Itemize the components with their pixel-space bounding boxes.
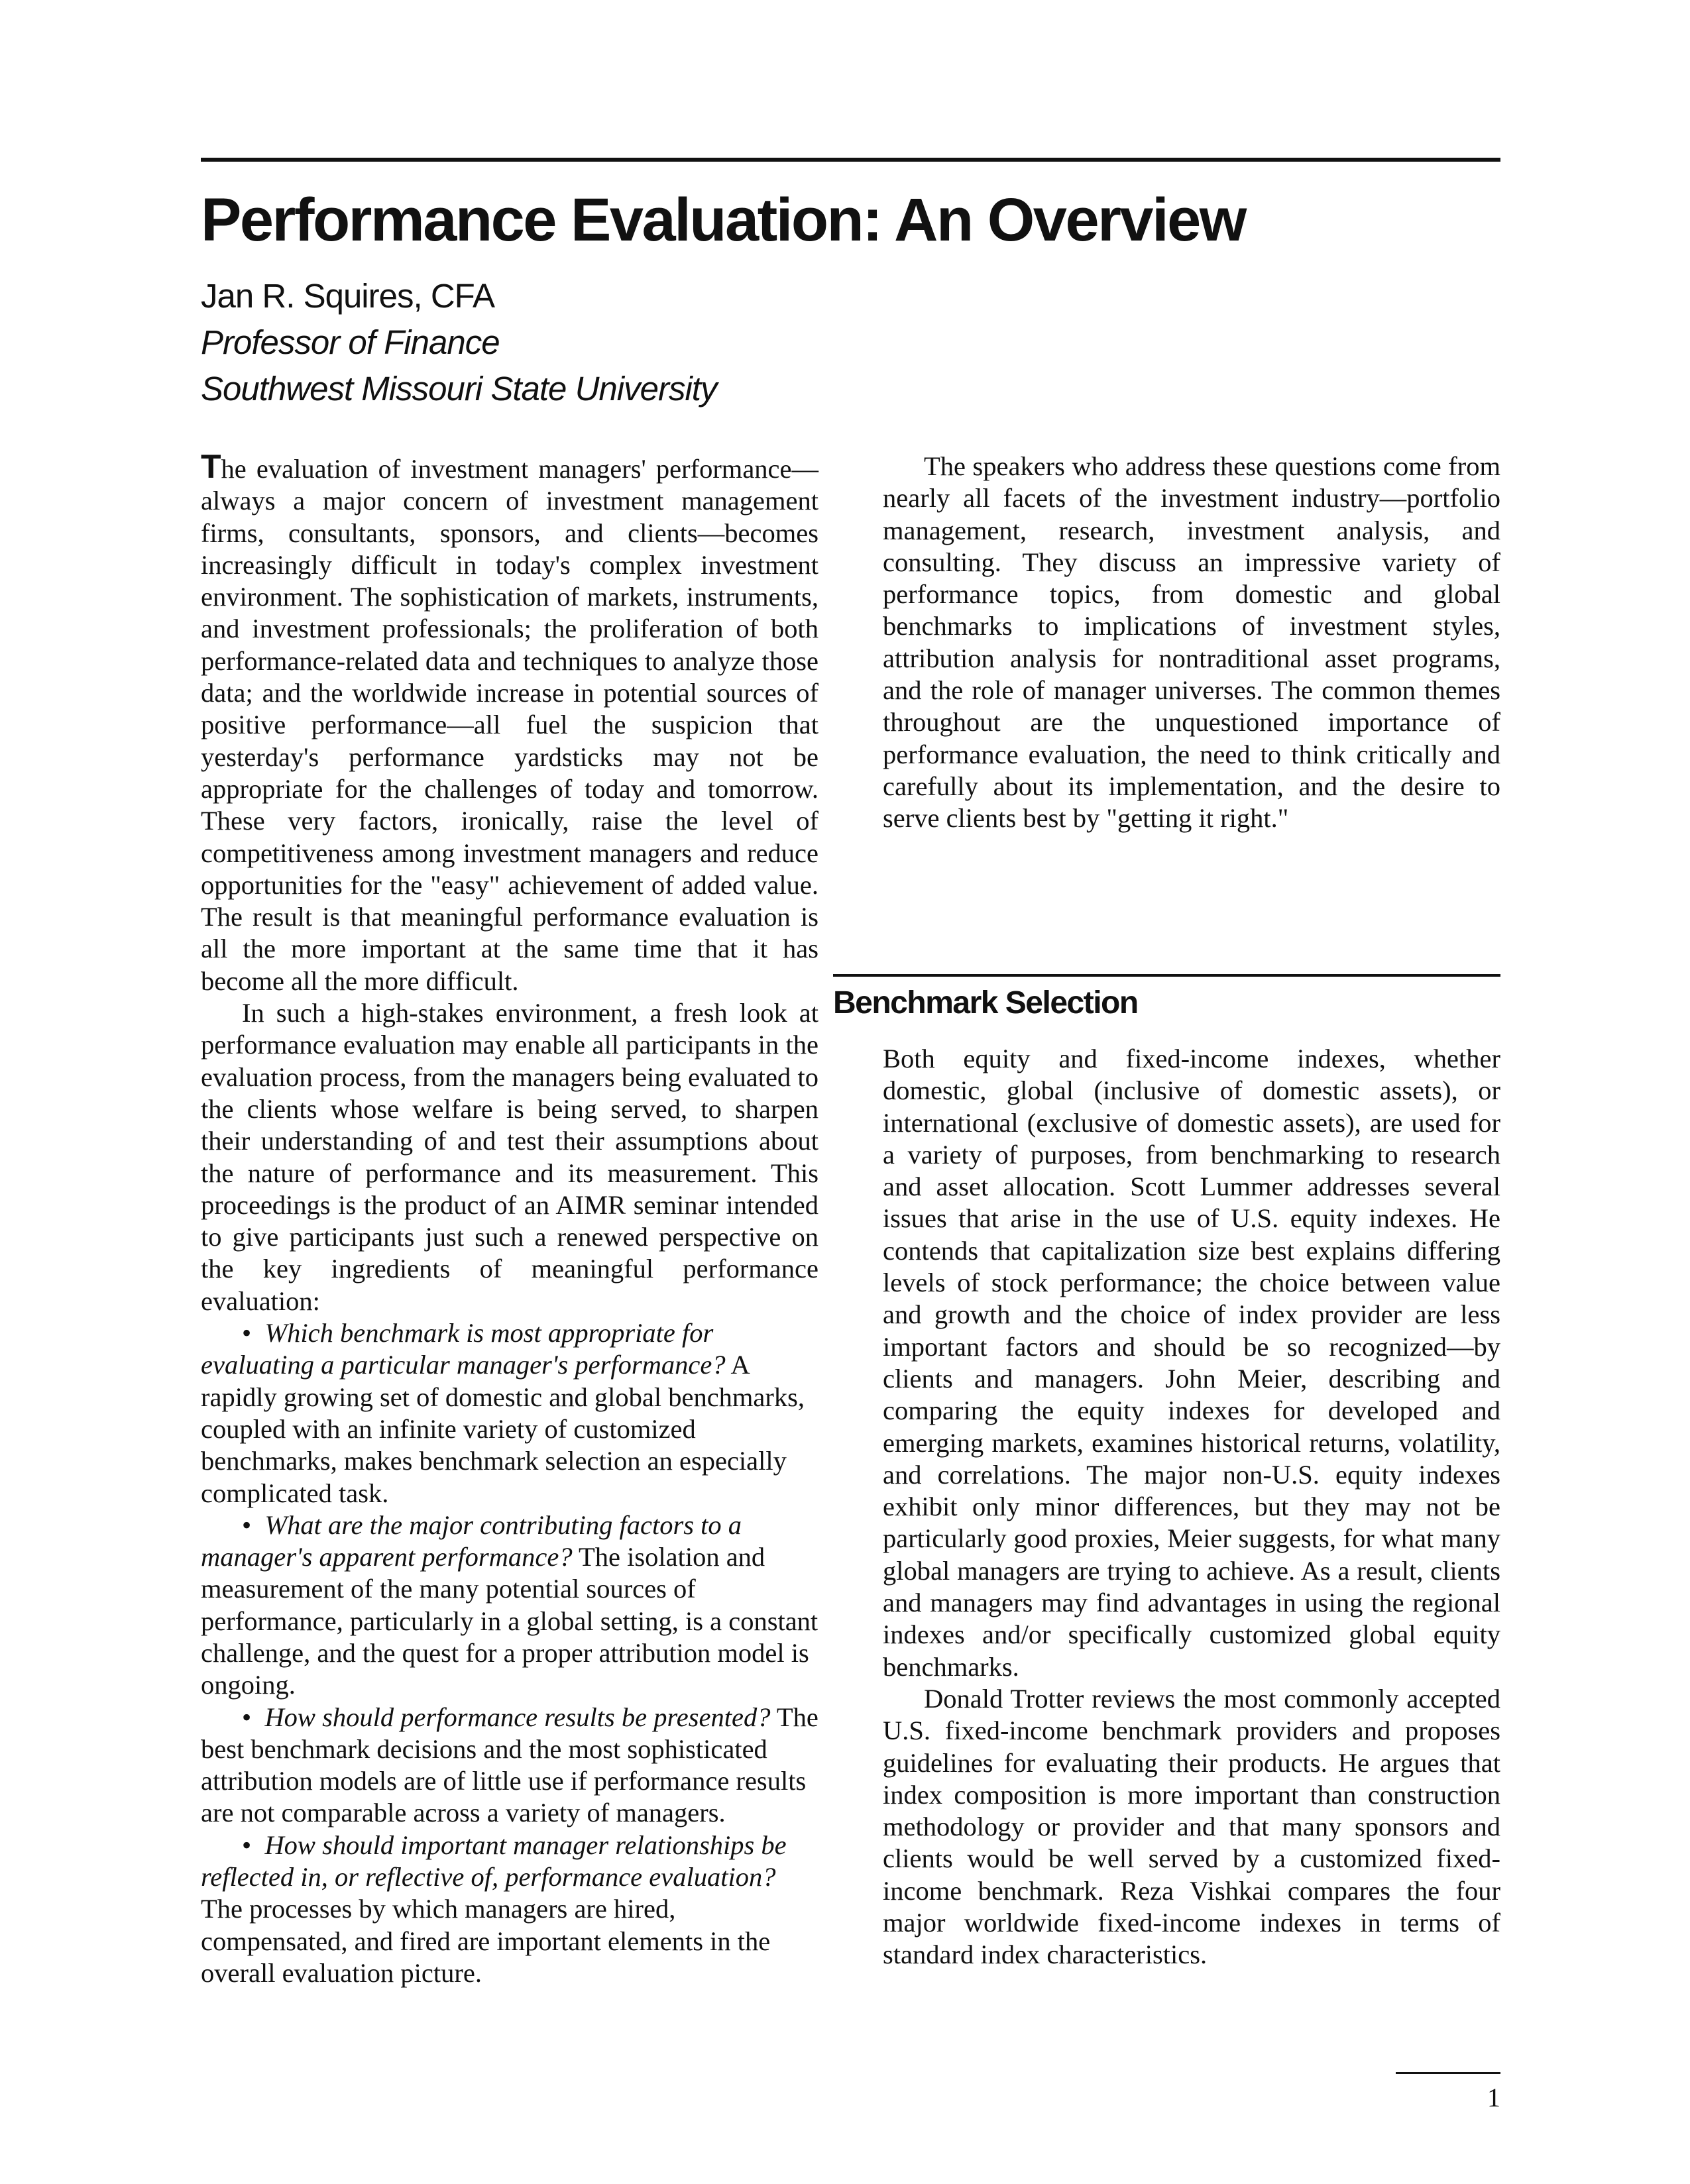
right-column-section	[883, 1043, 1500, 1971]
question-item	[201, 1509, 818, 1702]
question-body: A rapidly growing set of domestic and global benchmarks, coupled with an infinite variety of customized benchmarks, makes benchmark selection an especially complicated task.	[201, 1350, 805, 1508]
bullet: •	[242, 1509, 252, 1540]
page-number: 1	[1487, 2083, 1500, 2112]
question-text: How should performance results be presented?	[264, 1702, 771, 1732]
author-role: Professor of Finance	[201, 323, 500, 361]
left-column	[201, 448, 818, 1989]
section-rule	[833, 974, 1500, 977]
footer-rule	[1396, 2072, 1500, 2074]
top-rule	[201, 158, 1500, 162]
question-text: How should important manager relationships be reflected in, or reflective of, performance evaluation?	[201, 1829, 787, 1892]
question-body: The processes by which managers are hired, compensated, and fired are important elements in the overall evaluation picture.	[201, 1894, 771, 1988]
bullet: •	[242, 1829, 252, 1860]
section-paragraph-1: Both equity and fixed-income indexes, whether domestic, global (inclusive of domestic assets), or international (exclusive of domestic assets), are used for a variety of purposes, from benchmarking to research and asset allocation. Scott Lummer addresses several issues that arise in the use of U.S. equity indexes. He contends that capitalization size best explains differing levels of stock performance; the choice between value and growth and the choice of index provider are less important factors and should be so recognized—by clients and managers. John Meier, describing and comparing the equity indexes for developed and emerging markets, examines historical returns, volatility, and correlations. The major non-U.S. equity indexes exhibit only minor differences, but they may not be particularly good proxies, Meier suggests, for what many global managers are trying to achieve. As a result, clients and managers may find advantages in using the regional indexes and/or specifically customized global equity benchmarks.	[883, 1044, 1500, 1682]
paragraph-2: In such a high-stakes environment, a fresh look at performance evaluation may enable all participants in the evaluation process, from the managers being evaluated to the clients whose welfare is being served, to sharpen their understanding of and test their assumptions about the nature of performance and its measurement. This proceedings is the product of an AIMR seminar intended to give participants just such a renewed perspective on the key ingredients of meaningful performance evaluation:	[201, 998, 818, 1316]
author-affiliation: Southwest Missouri State University	[201, 370, 717, 408]
intro-text: he evaluation of investment managers' performance—always a major concern of investment management firms, consultants, sponsors, and clients—becomes increasingly difficult in today's complex investment environment. The sophistication of markets, instruments, and investment professionals; the proliferation of both performance-related data and techniques to analyze those data; and the worldwide increase in potential sources of positive performance—all fuel the suspicion that yesterday's performance yardsticks may not be appropriate for the challenges of today and tomorrow. These very factors, ironically, raise the level of competitiveness among investment managers and reduce opportunities for the "easy" achievement of added value. The result is that meaningful performance evaluation is all the more important at the same time that it has become all the more difficult.	[201, 454, 818, 996]
author-block	[201, 273, 716, 412]
question-item	[201, 1317, 818, 1509]
bullet: •	[242, 1702, 252, 1732]
question-text: Which benchmark is most appropriate for evaluating a particular manager's performance?	[201, 1318, 726, 1380]
section-paragraph-2: Donald Trotter reviews the most commonly accepted U.S. fixed-income benchmark providers and proposes guidelines for evaluating their products. He argues that index composition is more important than construction methodology or provider and that many sponsors and clients would be well served by a customized fixed-income benchmark. Reza Vishkai compares the four major worldwide fixed-income indexes in terms of standard index characteristics.	[883, 1683, 1500, 1970]
drop-cap: T	[201, 448, 221, 485]
bullet: •	[242, 1318, 252, 1348]
intro-paragraph	[201, 448, 818, 997]
author-name: Jan R. Squires, CFA	[201, 277, 495, 315]
question-item	[201, 1702, 818, 1829]
article-title: Performance Evaluation: An Overview	[201, 186, 1245, 254]
section-heading: Benchmark Selection	[833, 985, 1138, 1020]
question-item	[201, 1829, 818, 1989]
question-text: What are the major contributing factors to a manager's apparent performance?	[201, 1509, 742, 1572]
question-body: The isolation and measurement of the many potential sources of performance, particularly in a global setting, is a constant challenge, and the quest for a proper attribution model is ongoing.	[201, 1542, 818, 1700]
paragraph-3: The speakers who address these questions come from nearly all facets of the investment industry—portfolio management, research, investment analysis, and consulting. They discuss an impressive variety of performance topics, from domestic and global benchmarks to implications of investment styles, attribution analysis for nontraditional asset programs, and the role of manager universes. The common themes throughout are the unquestioned importance of performance evaluation, the need to think critically and carefully about its implementation, and the desire to serve clients best by "getting it right."	[883, 451, 1500, 834]
question-body: The best benchmark decisions and the most sophisticated attribution models are of little use if performance results are not comparable across a variety of managers.	[201, 1702, 818, 1828]
right-column-top	[883, 451, 1500, 835]
